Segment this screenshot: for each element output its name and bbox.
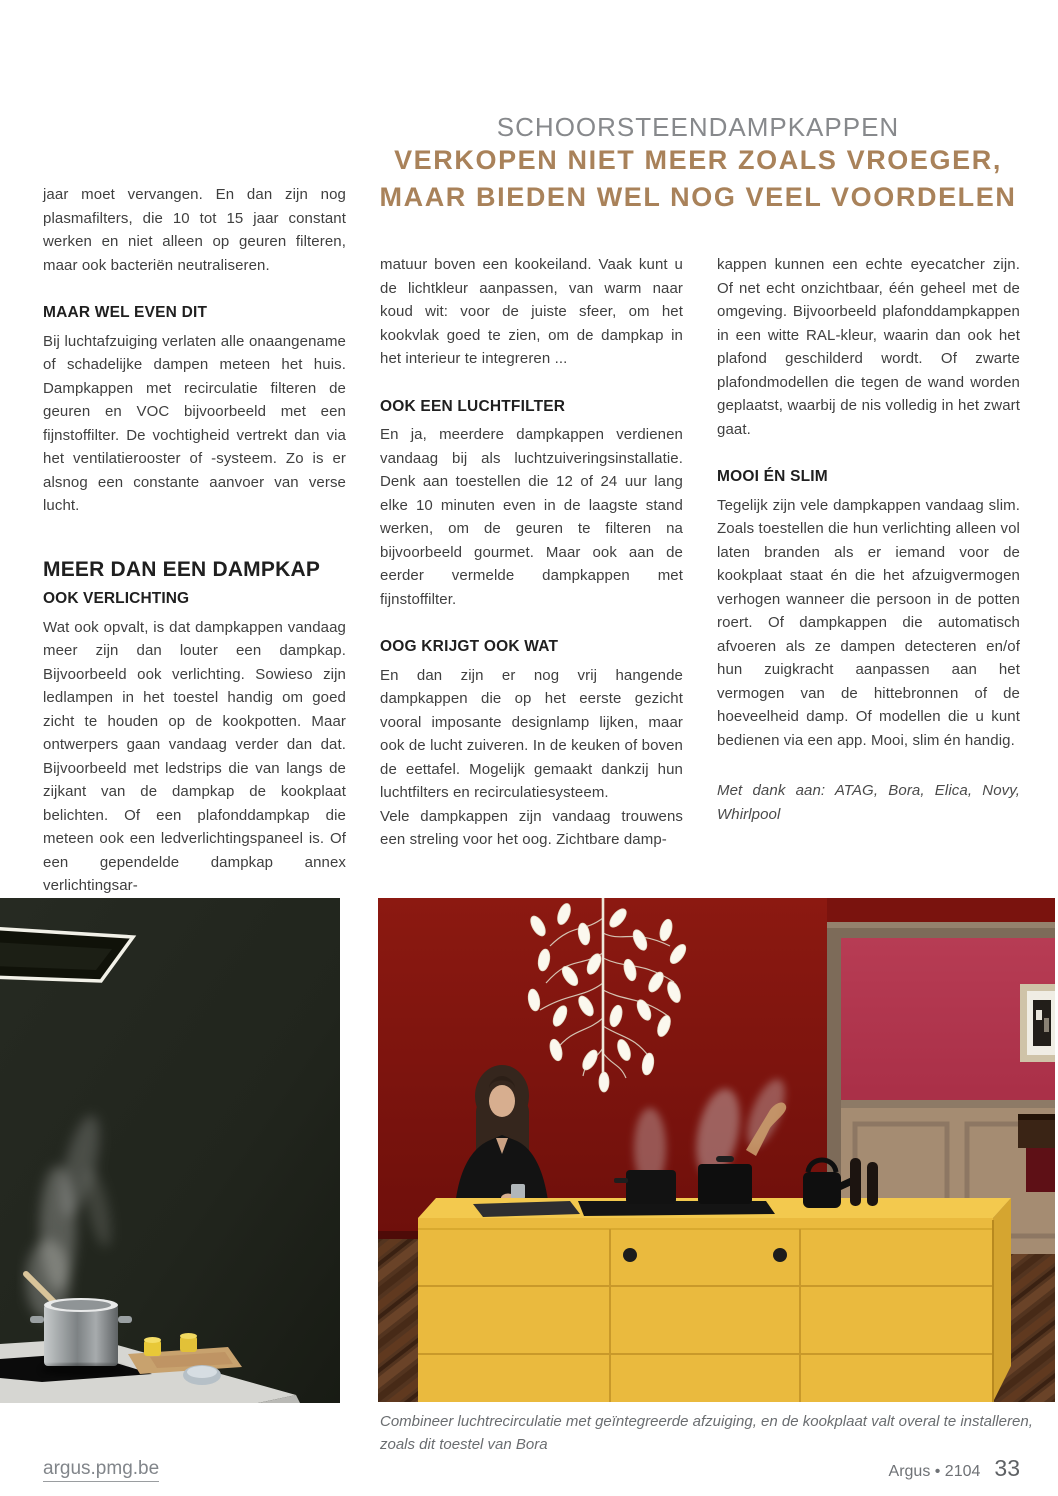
paragraph: kappen kunnen een echte eyecatcher zijn. Of net echt onzichtbaar, één geheel met de omgeving. Bijvoorbeeld plafonddampkappen in een witte RAL-kleur, waarin dan ook het plafond geschilderd wordt. Of zwarte plafondmodellen die tegen de wand worden geplaatst, waarbij de nis volledig in het zwart gaat. xyxy=(717,256,1020,438)
photo-caption: Combineer luchtrecirculatie met geïntegreerde afzuiging, en de kookplaat valt overal te installeren, zoals dit toestel van Bora xyxy=(380,1413,1033,1453)
paragraph: Tegelijk zijn vele dampkappen vandaag slim. Zoals toestellen die hun verlichting alleen vol laten branden als er iemand voor de kookplaat staat én die het afzuigvermogen verhogen wanneer die persoon in de potten roert. Of dampkappen die automatisch afvoeren als ze dampen detecteren en/of hun zuigkracht aanpassen aan het vermogen van de hittebronnen of de hoeveelheid damp. Of modellen die u kunt bedienen via een app. Mooi, slim én handig. xyxy=(717,496,1020,749)
credit-line: Met dank aan: ATAG, Bora, Elica, Novy, Whirlpool xyxy=(717,782,1020,823)
paragraph: Wat ook opvalt, is dat dampkappen vandaag meer zijn dan louter een dampkap. Bijvoorbeeld ook verlichting. Sowieso zijn ledlampen in het toestel handig om goed zicht te houden op de kookpotten. Maar ontwerpers gaan vandaag verder dan dat. Bijvoorbeeld met ledstrips die van langs de zijkant van de dampkap de kookplaat belichten. Of een plafonddampkap die meteen ook een ledverlichtingspaneel is. Of een gependelde dampkap annex verlichtingsar- xyxy=(43,618,346,894)
issue-label: Argus • 2104 xyxy=(888,1463,981,1480)
text-column-2 xyxy=(380,253,683,852)
section-heading-large: MEER DAN EEN DAMPKAP xyxy=(43,557,321,581)
paragraph: En dan zijn er nog vrij hangende dampkappen die op het eerste gezicht vooral imposante designlamp lijken, maar ook de lucht zuiveren. In de keuken of boven de eettafel. Mogelijk gemaakt dankzij hun luchtfilters en recirculatiesysteem. xyxy=(380,666,683,801)
footer-site-link[interactable]: argus.pmg.be xyxy=(43,1458,159,1482)
page-number: 33 xyxy=(994,1455,1020,1481)
paragraph: Vele dampkappen zijn vandaag trouwens een streling voor het oog. Zichtbare damp- xyxy=(380,807,683,848)
text-column-3 xyxy=(717,253,1020,826)
footer-folio xyxy=(889,1455,1020,1482)
text-column-1 xyxy=(43,183,346,898)
paragraph: Bij luchtafzuiging verlaten alle onaangename of schadelijke dampen meteen het huis. Dampkappen met recirculatie filteren de geuren en VOC bijvoorbeeld met een fijnstoffilter. De vochtigheid vertrekt dan via het ventilatierooster of -systeem. Zo is er alsnog een constante aanvoer van verse lucht. xyxy=(43,332,346,514)
section-heading: MAAR WEL EVEN DIT xyxy=(43,304,208,321)
photo-bora-yellow-island-kitchen xyxy=(378,898,1055,1402)
paragraph: En ja, meerdere dampkappen verdienen vandaag bij als luchtzuiveringsinstallatie. Denk aan toestellen die 12 of 24 uur lang elke 10 minuten even in de laagste stand werken, om de geuren te filteren na bijvoorbeeld gourmet. Maar ook aan de eerder vermelde dampkappen met fijnstoffilter. xyxy=(380,426,683,608)
paragraph: matuur boven een kookeiland. Vaak kunt u de lichtkleur aanpassen, van warm naar koud wit: voor de juiste sfeer, om het kookvlak goed te zien, om de dampkap in het interieur te integreren ... xyxy=(380,256,683,367)
headline-line1: VERKOPEN NIET MEER ZOALS VROEGER, xyxy=(394,145,1002,175)
section-heading: OOK EEN LUCHTFILTER xyxy=(380,397,566,415)
section-subheading: OOK VERLICHTING xyxy=(43,590,190,607)
kicker: SCHOORSTEENDAMPKAPPEN xyxy=(496,112,900,142)
section-heading: OOG KRIJGT OOK WAT xyxy=(380,638,559,655)
headline-line2: MAAR BIEDEN WEL NOG VEEL VOORDELEN xyxy=(379,182,1017,212)
article-header xyxy=(337,112,1058,216)
section-heading: MOOI ÉN SLIM xyxy=(717,468,828,485)
photo-ceiling-hood-dark-kitchen xyxy=(0,898,340,1403)
paragraph: jaar moet vervangen. En dan zijn nog plasmafilters, die 10 tot 15 jaar constant werken en niet alleen op geuren filteren, maar ook bacteriën neutraliseren. xyxy=(43,186,346,274)
